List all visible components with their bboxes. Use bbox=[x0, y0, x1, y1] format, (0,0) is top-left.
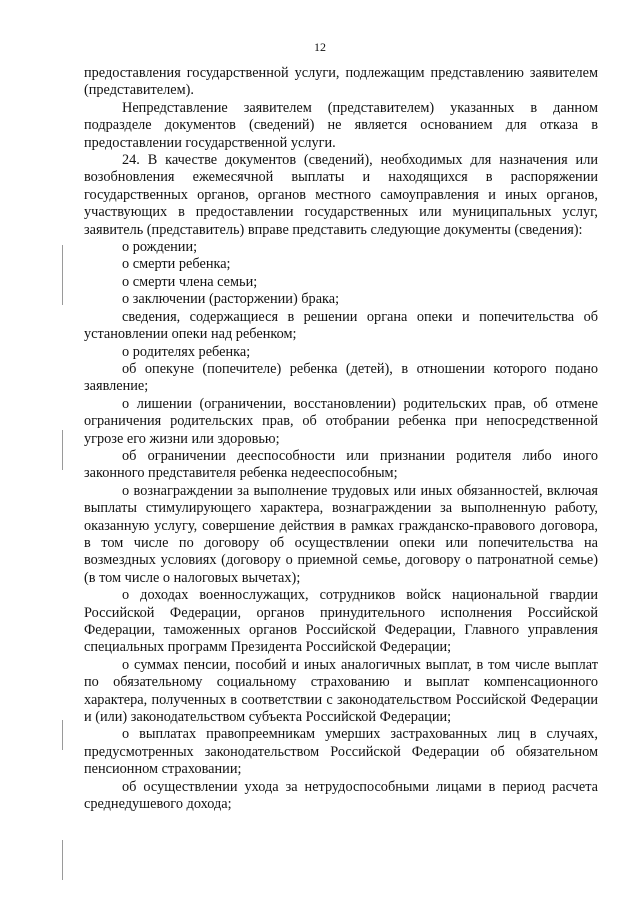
list-item: об ограничении дееспособности или признании родителя либо иного законного представителя ребенка недееспособным; bbox=[84, 447, 598, 482]
list-item: о смерти ребенка; bbox=[122, 256, 231, 273]
list-item: о смерти члена семьи; bbox=[122, 273, 258, 290]
list-item: о заключении (расторжении) брака; bbox=[122, 291, 340, 308]
list-item: о рождении; bbox=[122, 239, 198, 256]
paragraph: 24. В качестве документов (сведений), необходимых для назначения или возобновления ежемесячной выплаты и находящихся в распоряжении государственных органов, органов местного самоуправления и иных органов, участвующих в предоставлении государственных или муниципальных услуг, заявитель (представитель) вправе представить следующие документы (сведения): bbox=[84, 152, 598, 238]
paragraph: предоставления государственной услуги, подлежащим представлению заявителем (представителем). bbox=[84, 65, 598, 99]
list-item: о родителях ребенка; bbox=[122, 343, 251, 360]
scan-artifact bbox=[62, 245, 63, 305]
document-body bbox=[84, 65, 598, 813]
paragraph: Непредставление заявителем (представителем) указанных в данном подразделе документов (сведений) не является основанием для отказа в предоставлении государственной услуги. bbox=[84, 99, 598, 151]
list-item: сведения, содержащиеся в решении органа опеки и попечительства об установлении опеки над ребенком; bbox=[84, 308, 598, 343]
list-item: о вознаграждении за выполнение трудовых или иных обязанностей, включая выплаты стимулирующего характера, вознаграждении за выполненную работу, оказанную услугу, совершение действия в рамках гражданско-правового договора, в том числе по договору об осуществлении опеки или попечительства на возмездных условиях (договору о приемной семье, договору о патронатной семье) (в том числе о налоговых вычетах); bbox=[84, 482, 598, 586]
list-item: об опекуне (попечителе) ребенка (детей), в отношении которого подано заявление; bbox=[84, 360, 598, 395]
scan-artifact bbox=[62, 430, 63, 470]
list-item: о суммах пенсии, пособий и иных аналогичных выплат, в том числе выплат по обязательному социальному страхованию и выплат компенсационного характера, полученных в соответствии с законодательством Российской Федерации и (или) законодательством субъекта Российской Федерации; bbox=[84, 656, 598, 726]
list-item: об осуществлении ухода за нетрудоспособными лицами в период расчета среднедушевого дохода; bbox=[84, 778, 598, 813]
list-item: о доходах военнослужащих, сотрудников войск национальной гвардии Российской Федерации, органов принудительного исполнения Российской Федерации, таможенных органов Российской Федерации, Главного управления специальных программ Президента Российской Федерации; bbox=[84, 587, 598, 656]
list-item: о выплатах правопреемникам умерших застрахованных лиц в случаях, предусмотренных законодательством Российской Федерации об обязательном пенсионном страховании; bbox=[84, 726, 598, 778]
scan-artifact bbox=[62, 840, 63, 880]
list-item: о лишении (ограничении, восстановлении) родительских прав, об отмене ограничения родительских прав, об отобрании ребенка при непосредственной угрозе его жизни или здоровью; bbox=[84, 395, 598, 447]
page-number: 12 bbox=[314, 40, 326, 54]
scan-artifact bbox=[62, 720, 63, 750]
